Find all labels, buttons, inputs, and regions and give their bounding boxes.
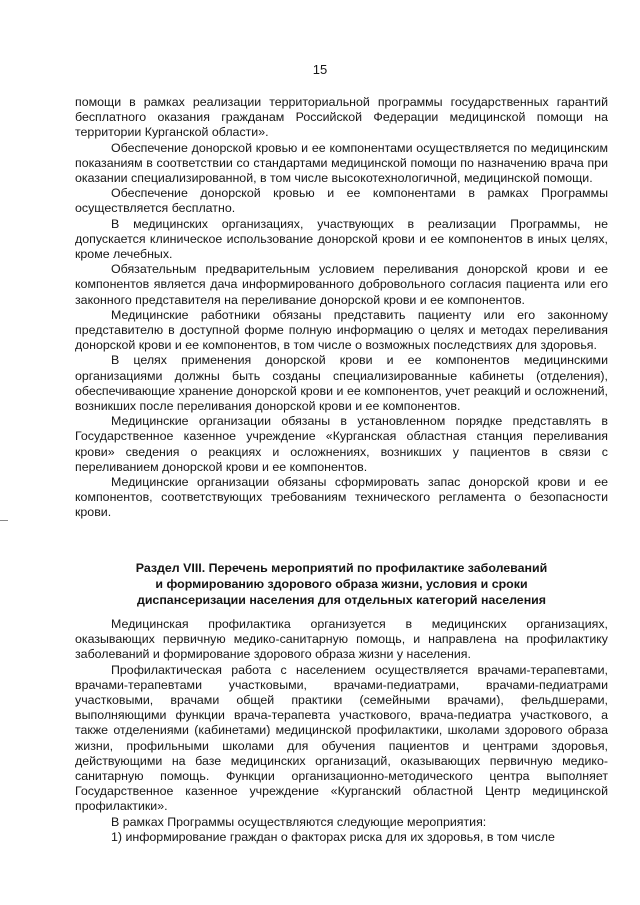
prevention-section bbox=[75, 617, 608, 845]
paragraph: В целях применения донорской крови и ее компонентов медицинскими организациями должны быть созданы специализированные кабинеты (отделения), обеспечивающие хранение донорской крови и ее компонентов, учет реакций и осложнений, возникших после переливания донорской крови и ее компонентов. bbox=[75, 353, 608, 414]
page-number: 15 bbox=[312, 62, 328, 77]
margin-mark bbox=[0, 520, 8, 521]
paragraph: Обеспечение донорской кровью и ее компонентами в рамках Программы осуществляется бесплатно. bbox=[75, 186, 608, 216]
paragraph: Профилактическая работа с населением осуществляется врачами-терапевтами, врачами-терапевтами участковыми, врачами-педиатрами, врачами-педиатрами участковыми, врачами общей практики (семейными врачами), фельдшерами, выполняющими функции врача-терапевта участкового, врача-педиатра участкового, а также отделениями (кабинетами) медицинской профилактики, школами здорового образа жизни, профильными школами для обучения пациентов и центрами здоровья, действующими на базе медицинских организаций, оказывающих первичную медико-санитарную помощь. Функции организационно-методического центра выполняет Государственное казенное учреждение «Курганский областной Центр медицинской профилактики». bbox=[75, 662, 608, 814]
section-heading-line: диспансеризации населения для отдельных категорий населения bbox=[136, 593, 547, 607]
section-heading bbox=[75, 560, 608, 608]
paragraph: помощи в рамках реализации территориальной программы государственных гарантий бесплатного оказания гражданам Российской Федерации медицинской помощи на территории Курганской области». bbox=[75, 95, 608, 140]
section-heading-line: и формированию здорового образа жизни, условия и сроки bbox=[155, 577, 528, 591]
paragraph: Обязательным предварительным условием переливания донорской крови и ее компонентов является дача информированного добровольного согласия пациента или его законного представителя на переливание донорской крови и ее компонентов. bbox=[75, 262, 608, 307]
paragraph: В рамках Программы осуществляются следующие мероприятия: bbox=[111, 814, 487, 829]
paragraph: 1) информирование граждан о факторах риска для их здоровья, в том числе bbox=[111, 829, 555, 844]
paragraph: Медицинская профилактика организуется в медицинских организациях, оказывающих первичную медико-санитарную помощь, и направлена на профилактику заболеваний и формирование здорового образа жизни у населения. bbox=[75, 617, 608, 662]
paragraph: Обеспечение донорской кровью и ее компонентами осуществляется по медицинским показаниям в соответствии со стандартами медицинской помощи по назначению врача при оказании специализированной, в том числе высокотехнологичной, медицинской помощи. bbox=[75, 140, 608, 186]
paragraph: Медицинские организации обязаны в установленном порядке представлять в Государственное казенное учреждение «Курганская областная станция переливания крови» сведения о реакциях и осложнениях, возникших у пациентов в связи с переливанием донорской крови и ее компонентов. bbox=[75, 414, 608, 474]
paragraph: Медицинские работники обязаны представить пациенту или его законному представителю в доступной форме полную информацию о целях и методах переливания донорской крови и ее компонентов, в том числе о возможных последствиях для здоровья. bbox=[75, 307, 608, 353]
paragraph: В медицинских организациях, участвующих в реализации Программы, не допускается клиническое использование донорской крови и ее компонентов в иных целях, кроме лечебных. bbox=[75, 216, 608, 262]
section-heading-line: Раздел VIII. Перечень мероприятий по профилактике заболеваний bbox=[135, 561, 548, 575]
paragraph: Медицинские организации обязаны сформировать запас донорской крови и ее компонентов, соответствующих требованиям технического регламента о безопасности крови. bbox=[75, 475, 608, 520]
blood-donation-section bbox=[75, 95, 608, 521]
